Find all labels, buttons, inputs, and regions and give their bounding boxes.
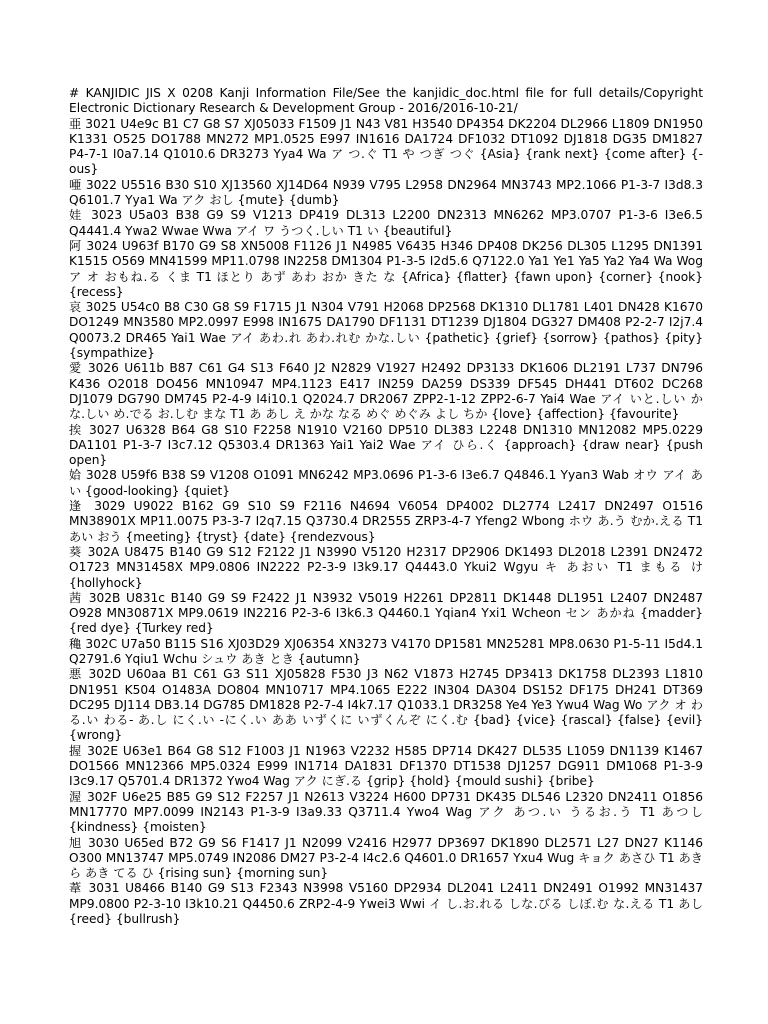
kanji-entry: 唖 3022 U5516 B30 S10 XJ13560 XJ14D64 N939 V795 L2958 DN2964 MN3743 MP2.1066 P1-3-7 I3d8.3 Q6101.7 Yya1 Wa アク おし {mute} {dumb} (69, 177, 703, 208)
kanji-entry: 阿 3024 U963f B170 G9 S8 XN5008 F1126 J1 N4985 V6435 H346 DP408 DK256 DL305 L1295 DN1391 K1515 O569 MN41599 MP11.0798 IN2258 DM1304 P1-3-5 I2d5.6 Q7122.0 Ya1 Ye1 Ya5 Ya2 Ya4 Wa Wog ア オ おもね.る くま T1 ほとり あず あわ おか きた な {Africa} {flatter} {fawn upon} {corner} {nook} {recess} (69, 238, 703, 299)
kanji-entry: 姶 3028 U59f6 B38 S9 V1208 O1091 MN6242 MP3.0696 P1-3-6 I3e6.7 Q4846.1 Yyan3 Wab オウ アイ あい {good-looking} {quiet} (69, 468, 703, 498)
kanji-entry: 旭 3030 U65ed B72 G9 S6 F1417 J1 N2099 V2416 H2977 DP3697 DK1890 DL2571 L27 DN27 K1146 O300 MN13747 MP5.0749 IN2086 DM27 P3-2-4 I4c2.6 Q4601.0 DR1657 Yxu4 Wug キョク あさひ T1 あきら あき てる ひ {rising sun} {morning sun} (69, 835, 703, 881)
kanji-entry: 挨 3027 U6328 B64 G8 S10 F2258 N1910 V2160 DP510 DL383 L2248 DN1310 MN12082 MP5.0229 DA1101 P1-3-7 I3c7.12 Q5303.4 DR1363 Yai1 Yai2 Wae アイ ひら.く {approach} {draw near} {push open} (69, 422, 703, 468)
kanji-entry: 穐 302C U7a50 B115 S16 XJ03D29 XJ06354 XN3273 V4170 DP1581 MN25281 MP8.0630 P1-5-11 I5d4.1 Q2791.6 Yqiu1 Wchu シュウ あき とき {autumn} (69, 636, 703, 666)
kanji-entry: 葵 302A U8475 B140 G9 S12 F2122 J1 N3990 V5120 H2317 DP2906 DK1493 DL2018 L2391 DN2472 O1723 MN31458X MP9.0806 IN2222 P2-3-9 I3k9.17 Q4443.0 Ykui2 Wgyu キ あおい T1 まもる け {hollyhock} (69, 544, 703, 590)
file-header: # KANJIDIC JIS X 0208 Kanji Information File/See the kanjidic_doc.html file for full details/Copyright Electronic Dictionary Research & Development Group - 2016/2016-10-21/ (69, 86, 703, 116)
kanji-entry: 愛 3026 U611b B87 C61 G4 S13 F640 J2 N2829 V1927 H2492 DP3133 DK1606 DL2191 L737 DN796 K436 O2018 DO456 MN10947 MP4.1123 E417 IN259 DA259 DS339 DF545 DH441 DT602 DC268 DJ1079 DG790 DM745 P2-4-9 I4i10.1 Q2024.7 DR2067 ZPP2-1-12 ZPP2-6-7 Yai4 Wae アイ いと.しい かな.しい め.でる お.しむ まな T1 あ あし え かな なる めぐ めぐみ よし ちか {love} {affection} {favourite} (69, 361, 703, 422)
kanji-entry: 哀 3025 U54c0 B8 C30 G8 S9 F1715 J1 N304 V791 H2068 DP2568 DK1310 DL1781 L401 DN428 K1670 DO1249 MN3580 MP2.0997 E998 IN1675 DA1790 DF1131 DT1239 DJ1804 DG327 DM408 P2-2-7 I2j7.4 Q0073.2 DR465 Yai1 Wae アイ あわ.れ あわ.れむ かな.しい {pathetic} {grief} {sorrow} {pathos} {pity} {sympathize} (69, 300, 703, 361)
kanji-entry: 握 302E U63e1 B64 G8 S12 F1003 J1 N1963 V2232 H585 DP714 DK427 DL535 L1059 DN1139 K1467 DO1566 MN12366 MP5.0324 E999 IN1714 DA1831 DF1370 DT1538 DJ1257 DG911 DM1068 P1-3-9 I3c9.17 Q5701.4 DR1372 Ywo4 Wag アク にぎ.る {grip} {hold} {mould sushi} {bribe} (69, 743, 703, 789)
kanji-entry: 茜 302B U831c B140 G9 S9 F2422 J1 N3932 V5019 H2261 DP2811 DK1448 DL1951 L2407 DN2487 O928 MN30871X MP9.0619 IN2216 P2-3-6 I3k6.3 Q4460.1 Yqian4 Yxi1 Wcheon セン あかね {madder} {red dye} {Turkey red} (69, 590, 703, 636)
kanji-entry: 逢 3029 U9022 B162 G9 S10 S9 F2116 N4694 V6054 DP4002 DL2774 L2417 DN2497 O1516 MN38901X MP11.0075 P3-3-7 I2q7.15 Q3730.4 DR2555 ZRP3-4-7 Yfeng2 Wbong ホウ あ.う むか.える T1 あい おう {meeting} {tryst} {date} {rendezvous} (69, 499, 703, 544)
kanji-entry: 亜 3021 U4e9c B1 C7 G8 S7 XJ05033 F1509 J1 N43 V81 H3540 DP4354 DK2204 DL2966 L1809 DN1950 K1331 O525 DO1788 MN272 MP1.0525 E997 IN1616 DA1724 DF1032 DT1092 DJ1818 DG35 DM1827 P4-7-1 I0a7.14 Q1010.6 DR3273 Yya4 Wa ア つ.ぐ T1 や つぎ つぐ {Asia} {rank next} {come after} {-ous} (69, 116, 703, 177)
kanjidic-document (69, 86, 703, 927)
kanji-entry: 悪 302D U60aa B1 C61 G3 S11 XJ05828 F530 J3 N62 V1873 H2745 DP3413 DK1758 DL2393 L1810 DN1951 K504 O1483A DO804 MN10717 MP4.1065 E222 IN304 DA304 DS152 DF175 DH241 DT369 DC295 DJ114 DB3.14 DG785 DM1828 P2-7-4 I4k7.17 Q1033.1 DR3258 Ye4 Ye3 Ywu4 Wag Wo アク オ わる.い わる- あ.し にく.い -にく.い ああ いずくに いずくんぞ にく.む {bad} {vice} {rascal} {false} {evil} {wrong} (69, 667, 703, 743)
kanji-entry: 葦 3031 U8466 B140 G9 S13 F2343 N3998 V5160 DP2934 DL2041 L2411 DN2491 O1992 MN31437 MP9.0800 P2-3-10 I3k10.21 Q4450.6 ZRP2-4-9 Ywei3 Wwi イ し.お.れる しな.びる しぼ.む な.える T1 あし {reed} {bullrush} (69, 881, 703, 927)
kanji-entry: 渥 302F U6e25 B85 G9 S12 F2257 J1 N2613 V3224 H600 DP731 DK435 DL546 L2320 DN2411 O1856 MN17770 MP7.0099 IN2143 P1-3-9 I3a9.33 Q3711.4 Ywo4 Wag アク あつ.い うるお.う T1 あつし {kindness} {moisten} (69, 789, 703, 835)
kanji-entry: 娃 3023 U5a03 B38 G9 S9 V1213 DP419 DL313 L2200 DN2313 MN6262 MP3.0707 P1-3-6 I3e6.5 Q4441.4 Ywa2 Wwae Wwa アイ ワ うつく.しい T1 い {beautiful} (69, 208, 703, 238)
